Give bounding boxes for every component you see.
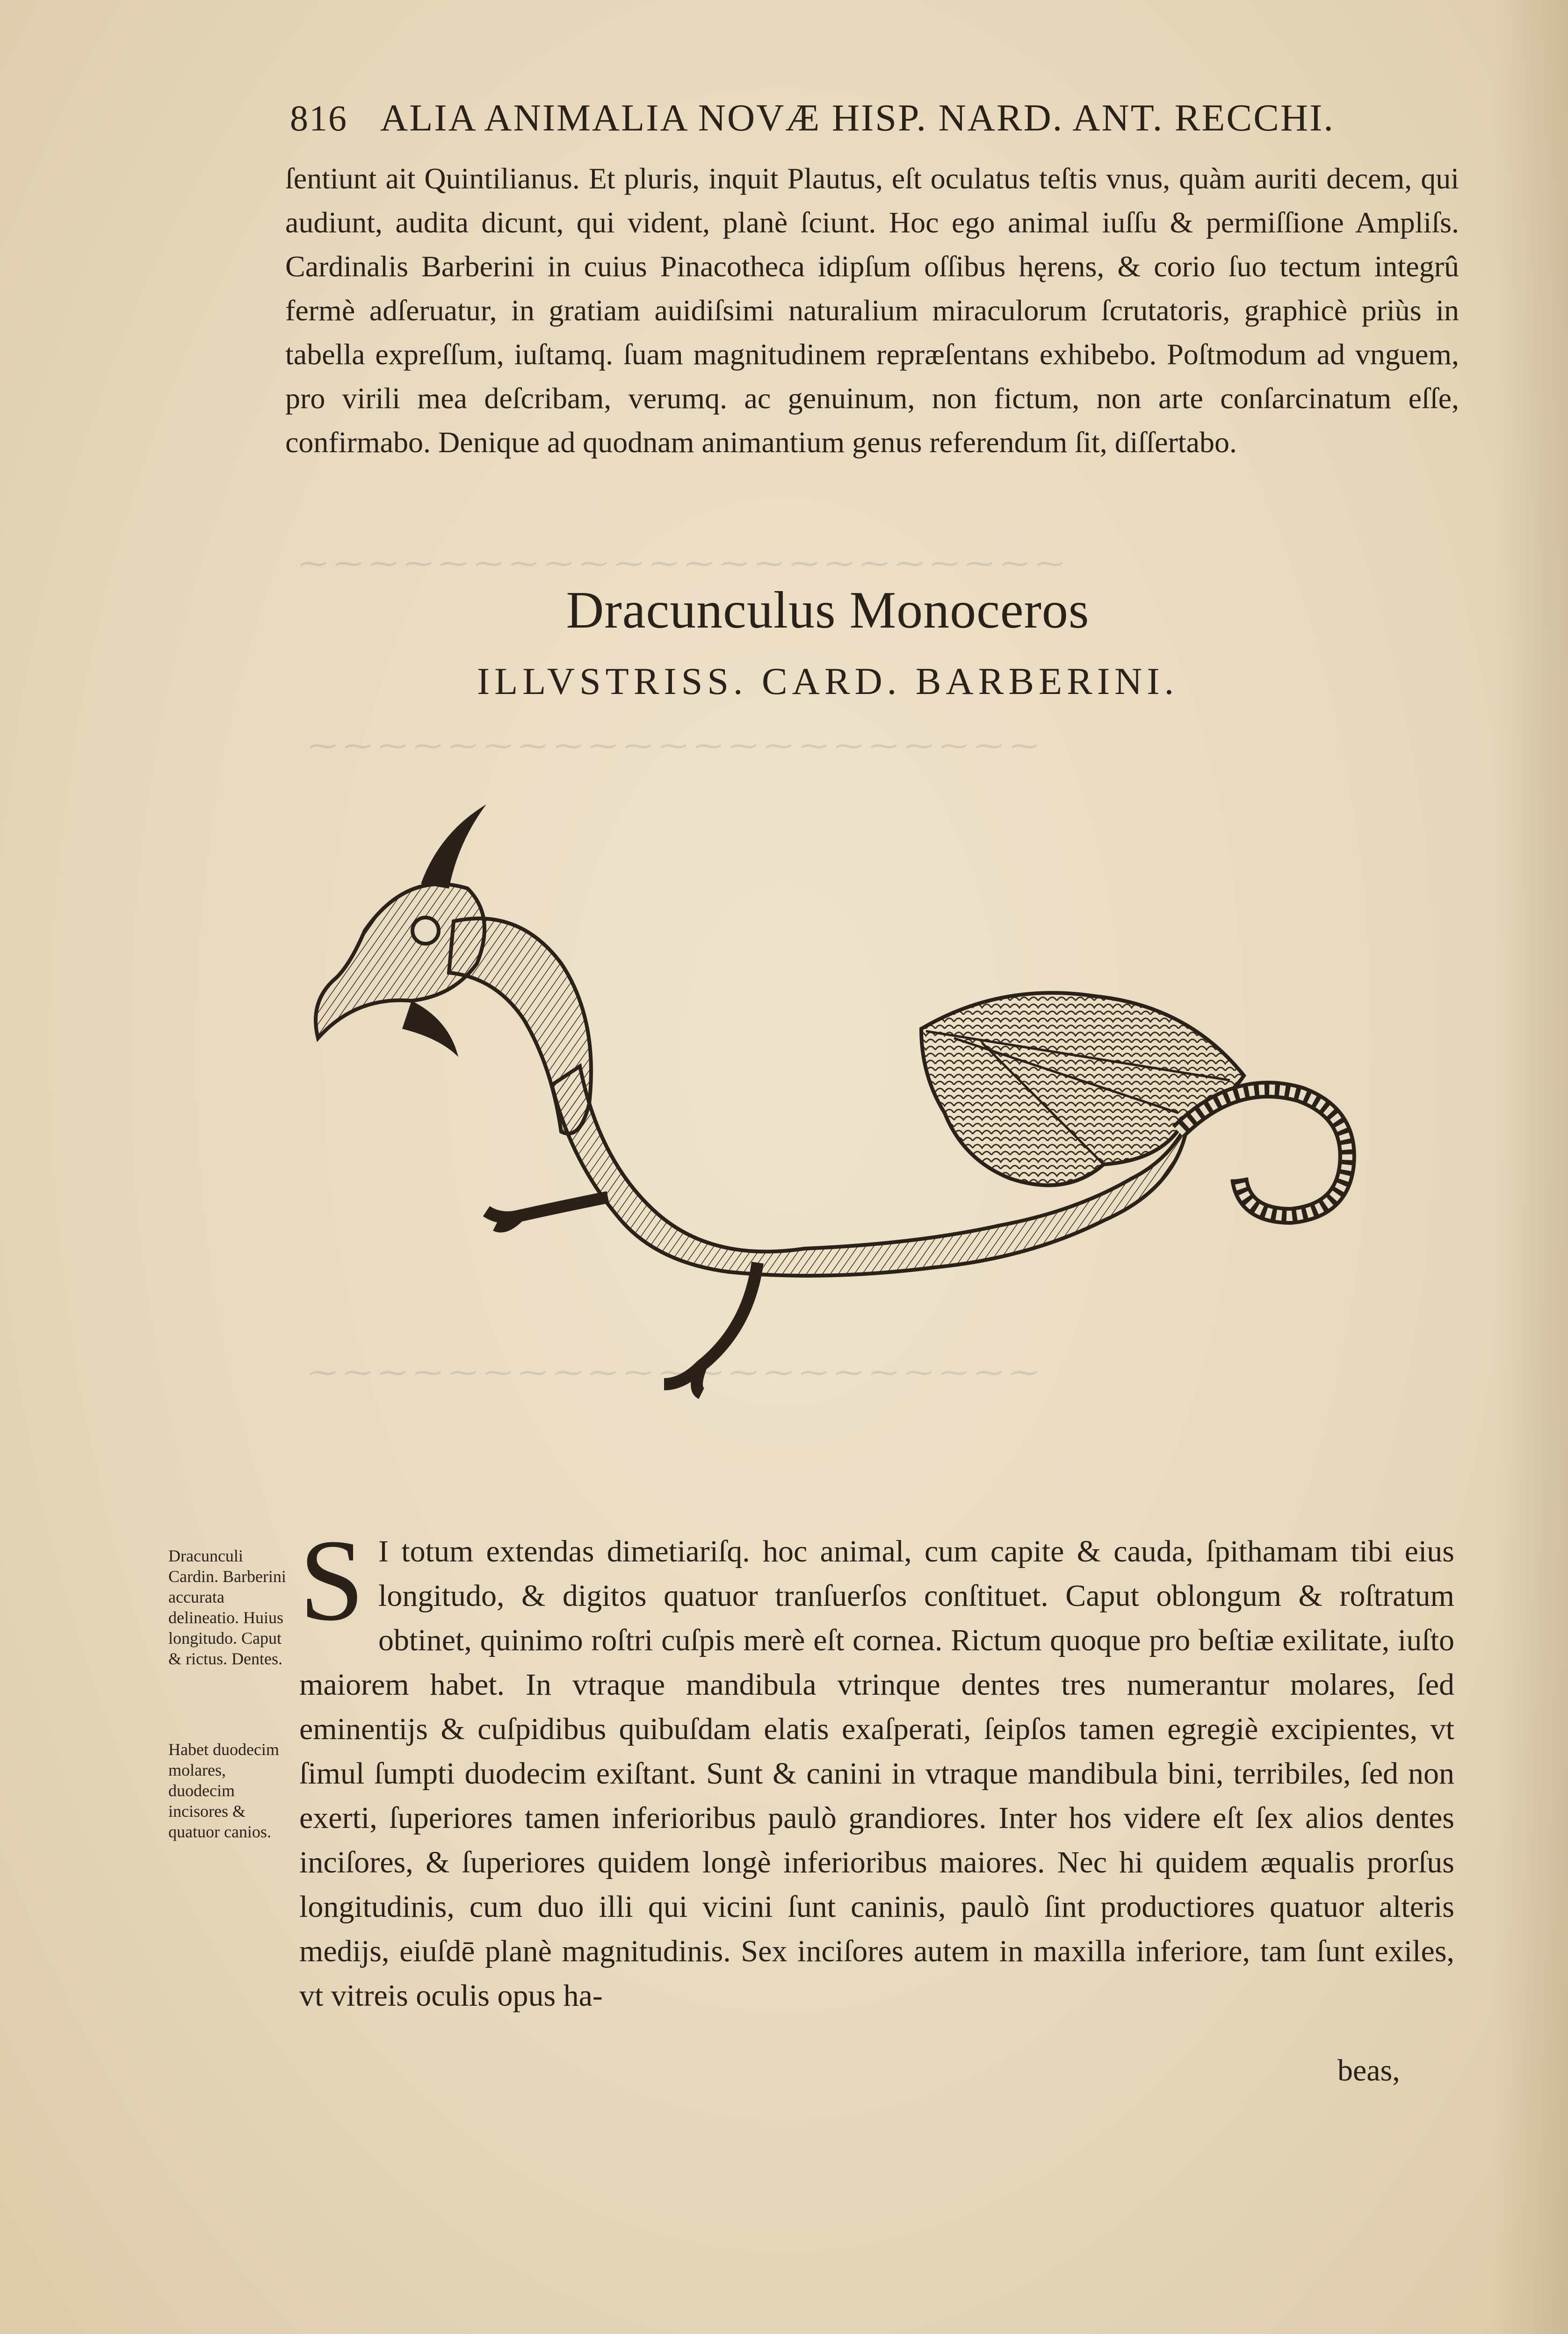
intro-paragraph — [285, 157, 1459, 464]
body-paragraph — [299, 1516, 1454, 2018]
bleed-through-text: ⁓ ⁓ ⁓ ⁓ ⁓ ⁓ ⁓ ⁓ ⁓ ⁓ ⁓ ⁓ ⁓ ⁓ ⁓ ⁓ ⁓ ⁓ ⁓ ⁓ ⁓ — [309, 1357, 1038, 1388]
dragon-front-leg — [486, 1197, 608, 1227]
margin-note: Habet duodecim molares, duodecim incisores & quatuor canios. — [168, 1740, 279, 1841]
figure-title: Dracunculus Monoceros — [566, 581, 1090, 639]
page-edge-shadow — [1493, 0, 1568, 2334]
drop-capital: S — [299, 1516, 365, 1645]
margin-note: Dracunculi Cardin. Barberini accurata delineatio. Huius longitudo. Caput & rictus. Dentes. — [168, 1546, 286, 1668]
dragon-eye — [412, 918, 439, 944]
page-header — [290, 96, 1440, 147]
dragon-illustration-svg — [299, 776, 1431, 1478]
intro-text: ſentiunt ait Quintilianus. Et pluris, inquit Plautus, eſt oculatus teſtis vnus, quàm auriti decem, qui audiunt, audita dicunt, qui vident, planè ſciunt. Hoc ego animal iuſſu & permiſſione Ampliſs. Cardinalis Barberini in cuius Pinacotheca idipſum oſſibus hęrens, & corio ſuo tectum integrû fermè adſeruatur, in gratiam auidiſsimi naturalium miraculorum ſcrutatoris, graphicè priùs in tabella expreſſum, iuſtamq. ſuam magnitudinem repræſentans exhibebo. Poſtmodum ad vnguem, pro virili mea deſcribam, verumq. ac genuinum, non fictum, non arte conſarcinatum eſſe, confirmabo. Denique ad quodnam animantium genus referendum ſit, diſſertabo. — [285, 162, 1459, 459]
running-head: ALIA ANIMALIA NOVÆ HISP. NARD. ANT. RECCHI. — [380, 96, 1335, 139]
bleed-through-text: ⁓ ⁓ ⁓ ⁓ ⁓ ⁓ ⁓ ⁓ ⁓ ⁓ ⁓ ⁓ ⁓ ⁓ ⁓ ⁓ ⁓ ⁓ ⁓ ⁓ ⁓ — [309, 730, 1038, 761]
dragon-rear-leg — [664, 1263, 758, 1394]
bleed-through-text: ⁓ ⁓ ⁓ ⁓ ⁓ ⁓ ⁓ ⁓ ⁓ ⁓ ⁓ ⁓ ⁓ ⁓ ⁓ ⁓ ⁓ ⁓ ⁓ ⁓ ⁓ ⁓ — [299, 548, 1064, 579]
page-number: 816 — [290, 98, 347, 138]
body-text: I totum extendas dimetiariſq. hoc animal, cum capite & cauda, ſpithamam tibi eius longitudo, & digitos quatuor tranſuerſos conſtituet. Caput oblongum & roſtratum obtinet, quinimo roſtri cuſpis merè eſt cornea. Rictum quoque pro beſtiæ exilitate, iuſto maiorem habet. In vtraque mandibula vtrinque dentes tres numerantur molares, ſed eminentijs & cuſpidibus quibuſdam elatis exaſperati, ſeipſos tamen egregiè excipientes, vt ſimul ſumpti duodecim exiſtant. Sunt & canini in vtraque mandibula bini, terribiles, ſed non exerti, ſuperiores tamen inferioribus paulò grandiores. Inter hos videre eſt ſex alios dentes inciſores, & ſuperiores quidem longè inferioribus maiores. Nec hi quidem æqualis prorſus longitudinis, cum duo illi qui vicini ſunt caninis, paulò ſint productiores quatuor alteris medijs, eiuſdē planè magnitudinis. Sex inciſores autem in maxilla inferiore, tam ſunt exiles, vt vitreis oculis opus ha- — [299, 1534, 1454, 2013]
dragon-jaw — [402, 1001, 458, 1057]
figure-title-block — [290, 580, 1366, 703]
figure-subtitle: ILLVSTRISS. CARD. BARBERINI. — [477, 660, 1179, 702]
dragon-wing — [921, 993, 1244, 1185]
dragon-head — [316, 884, 484, 1038]
dragon-woodcut-illustration — [299, 776, 1431, 1478]
margin-notes — [168, 1546, 290, 1912]
catchword: beas, — [1337, 2053, 1400, 2088]
dragon-horn — [421, 804, 486, 889]
